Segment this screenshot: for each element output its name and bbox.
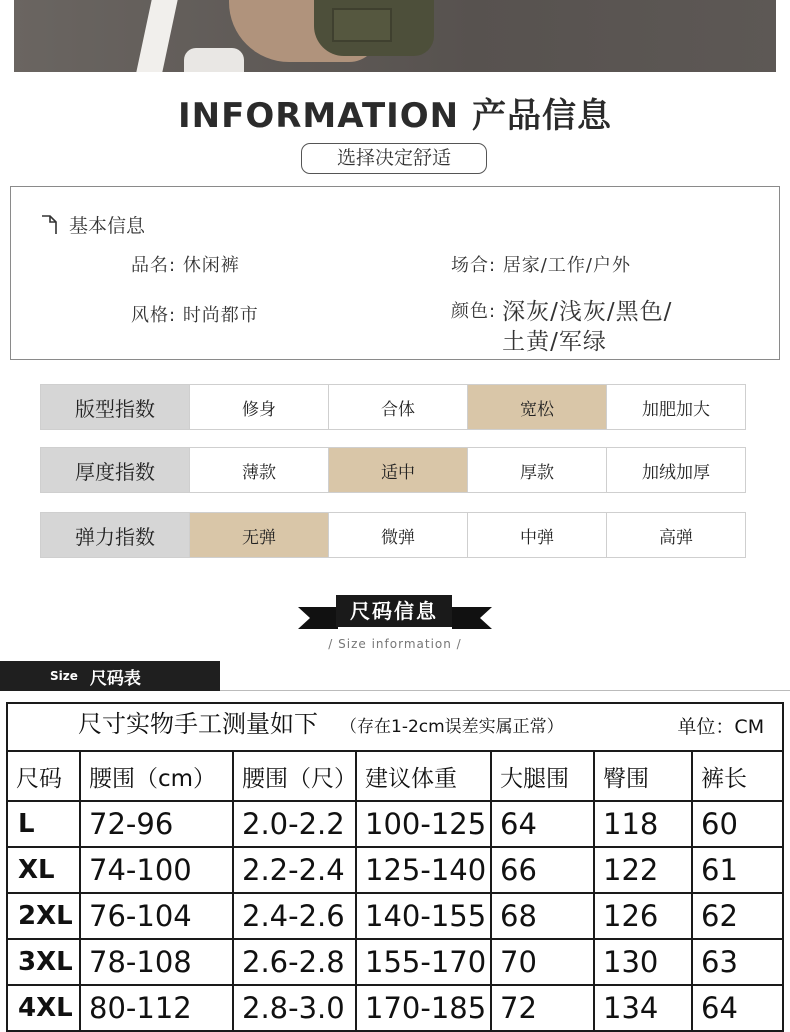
elasticity-index-label: 弹力指数 (41, 513, 189, 557)
thickness-option-medium: 适中 (328, 448, 467, 492)
size-table-note: （存在1-2cm误差实属正常） (340, 717, 564, 737)
fit-option-slim: 修身 (189, 385, 328, 429)
basic-info-heading-text: 基本信息 (69, 215, 146, 237)
elasticity-option-medium: 中弹 (467, 513, 606, 557)
table-cell: 130 (594, 939, 692, 985)
table-cell: 78-108 (80, 939, 233, 985)
table-cell: 2.6-2.8 (233, 939, 356, 985)
table-cell: 64 (692, 985, 783, 1031)
column-header: 尺码 (7, 751, 80, 801)
table-cell: 2.0-2.2 (233, 801, 356, 847)
table-cell: L (7, 801, 80, 847)
product-photo (14, 0, 776, 72)
size-chart-tab-en: Size (50, 669, 78, 683)
info-title: INFORMATION 产品信息 (178, 96, 612, 136)
table-row (7, 985, 783, 1031)
color-field (451, 297, 672, 357)
occasion-label: 场合: (451, 255, 497, 276)
size-table-caption: 尺寸实物手工测量如下 (78, 710, 318, 738)
table-cell: 66 (491, 847, 594, 893)
size-table-unit: 单位：CM (677, 716, 765, 738)
thickness-option-fleece: 加绒加厚 (606, 448, 745, 492)
table-cell: 134 (594, 985, 692, 1031)
size-table-header-row (7, 751, 783, 801)
table-cell: 140-155 (356, 893, 491, 939)
fit-index-label: 版型指数 (41, 385, 189, 429)
document-icon (41, 215, 57, 235)
fit-option-regular: 合体 (328, 385, 467, 429)
elasticity-option-none: 无弹 (189, 513, 328, 557)
table-cell: 74-100 (80, 847, 233, 893)
basic-info-box (10, 186, 780, 360)
elasticity-option-high: 高弹 (606, 513, 745, 557)
table-row (7, 801, 783, 847)
banner-ribbon-right (452, 607, 492, 629)
occasion-value: 居家/工作/户外 (502, 255, 631, 276)
table-cell: 2.4-2.6 (233, 893, 356, 939)
table-cell: 61 (692, 847, 783, 893)
table-cell: 60 (692, 801, 783, 847)
banner-ribbon-left (298, 607, 338, 629)
product-name-field (131, 251, 240, 277)
table-cell: 122 (594, 847, 692, 893)
table-cell: 100-125 (356, 801, 491, 847)
color-value-line1: 深灰/浅灰/黑色/ (502, 299, 673, 325)
info-subtitle-pill: 选择决定舒适 (301, 143, 487, 174)
table-cell: 64 (491, 801, 594, 847)
thickness-option-thick: 厚款 (467, 448, 606, 492)
table-cell: 72 (491, 985, 594, 1031)
size-info-banner (0, 595, 790, 635)
size-table-caption-cell (7, 703, 783, 751)
basic-info-heading (41, 211, 145, 238)
table-cell: 126 (594, 893, 692, 939)
style-field (131, 301, 259, 327)
fit-option-loose: 宽松 (467, 385, 606, 429)
color-label: 颜色: (451, 301, 497, 322)
thickness-option-thin: 薄款 (189, 448, 328, 492)
column-header: 大腿围 (491, 751, 594, 801)
table-row (7, 893, 783, 939)
column-header: 腰围（尺） (233, 751, 356, 801)
size-chart-tab-cn: 尺码表 (89, 668, 141, 689)
table-cell: 63 (692, 939, 783, 985)
thickness-index-label: 厚度指数 (41, 448, 189, 492)
style-label: 风格: (131, 305, 177, 326)
table-row (7, 847, 783, 893)
column-header: 建议体重 (356, 751, 491, 801)
table-cell: 118 (594, 801, 692, 847)
column-header: 臀围 (594, 751, 692, 801)
table-cell: 2.8-3.0 (233, 985, 356, 1031)
table-cell: 155-170 (356, 939, 491, 985)
style-value: 时尚都市 (182, 305, 259, 326)
size-info-title: 尺码信息 (336, 595, 452, 627)
table-cell: 76-104 (80, 893, 233, 939)
size-chart-tab (0, 661, 220, 691)
occasion-field (451, 251, 631, 277)
size-table-caption-row (7, 703, 783, 751)
size-info-subtitle: / Size information / (328, 637, 462, 651)
thickness-index-row (40, 447, 746, 493)
elasticity-option-slight: 微弹 (328, 513, 467, 557)
table-cell: 70 (491, 939, 594, 985)
tab-divider (220, 690, 790, 691)
table-cell: XL (7, 847, 80, 893)
product-name-label: 品名: (131, 255, 177, 276)
table-cell: 4XL (7, 985, 80, 1031)
table-cell: 3XL (7, 939, 80, 985)
table-cell: 170-185 (356, 985, 491, 1031)
table-row (7, 939, 783, 985)
table-cell: 125-140 (356, 847, 491, 893)
column-header: 裤长 (692, 751, 783, 801)
fit-index-row (40, 384, 746, 430)
color-value-line2: 土黄/军绿 (502, 329, 607, 355)
table-cell: 80-112 (80, 985, 233, 1031)
table-cell: 2.2-2.4 (233, 847, 356, 893)
size-table (6, 702, 784, 1032)
elasticity-index-row (40, 512, 746, 558)
table-cell: 68 (491, 893, 594, 939)
column-header: 腰围（cm） (80, 751, 233, 801)
table-cell: 2XL (7, 893, 80, 939)
product-name-value: 休闲裤 (182, 255, 240, 276)
table-cell: 62 (692, 893, 783, 939)
fit-option-plus: 加肥加大 (606, 385, 745, 429)
table-cell: 72-96 (80, 801, 233, 847)
